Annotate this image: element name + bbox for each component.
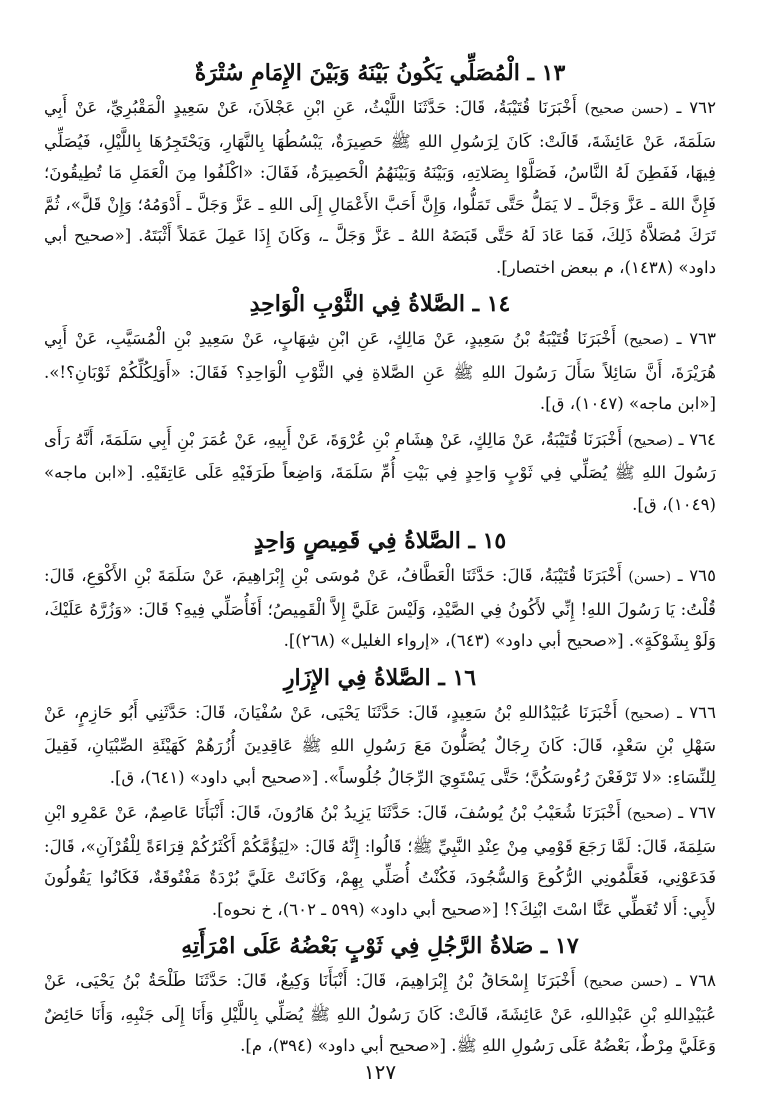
hadith-text: أَخْبَرَنَا عُبَيْدُاللهِ بْنُ سَعِيدٍ، قَالَ: حَدَّثَنَا يَحْيَى، عَنْ سُفْيَانَ، قَالَ: حَدَّثَنِي أَبُو حَازِمٍ، عَنْ سَهْلِ بْنِ سَعْدٍ، قَالَ: كَانَ رِجَالٌ يُصَلُّونَ مَعَ رَسُولِ اللهِ ﷺ عَاقِدِينَ أُزُرَهُمْ كَهَيْئَةِ الصِّبْيَانِ، فَقِيلَ لِلنِّسَاءِ: «لا تَرْفَعْنَ رُءُوسَكُنَّ؛ حَتَّى يَسْتَوِيَ الرِّجَالُ جُلُوساً». [«صحيح أبي داود» (٦٤١)، ق]. bbox=[44, 702, 716, 787]
hadith-number: ٧٦٨ ـ bbox=[676, 971, 716, 990]
hadith-763 bbox=[44, 323, 716, 420]
hadith-number: ٧٦٥ ـ bbox=[677, 566, 717, 585]
hadith-grade: (صحيح) bbox=[626, 806, 673, 822]
section-14 bbox=[44, 287, 716, 520]
page-number: ١٢٧ bbox=[363, 1060, 397, 1084]
section-17 bbox=[44, 929, 716, 1062]
hadith-767 bbox=[44, 797, 716, 925]
hadith-grade: (حسن) bbox=[628, 569, 672, 585]
section-15 bbox=[44, 524, 716, 657]
hadith-text: أَخْبَرَنَا قُتَيْبَةُ، قَالَ: حَدَّثَنَا الْعَطَّافُ، عَنْ مُوسَى بْنِ إِبْرَاهِيمَ، عَنْ سَلَمَةَ بْنِ الأَكْوَعِ، قَالَ: قُلْتُ: يَا رَسُولَ اللهِ! إِنِّي لأَكُونُ فِي الصَّيْدِ، وَلَيْسَ عَلَيَّ إِلاَّ الْقَمِيصُ؛ أَفَأُصَلِّي فِيهِ؟ قَالَ: «وَزُرَّهُ عَلَيْكَ، وَلَوْ بِشَوْكَةٍ». [«صحيح أبي داود» (٦٤٣)، «إرواء الغليل» (٢٦٨)]. bbox=[44, 566, 716, 650]
section-16 bbox=[44, 661, 716, 926]
hadith-grade: (صحيح) bbox=[623, 332, 669, 348]
hadith-text: أَخْبَرَنَا شُعَيْبُ بْنُ يُوسُفَ، قَالَ: حَدَّثَنَا يَزِيدُ بْنُ هَارُونَ، قَالَ: أَنْبَأَنَا عَاصِمٌ، عَنْ عَمْرِو ابْنِ سَلِمَةَ، قَالَ: لَمَّا رَجَعَ قَوْمِي مِنْ عِنْدِ النَّبِيِّ ﷺ؛ قَالُوا: إِنَّهُ قَالَ: «لِيَؤُمَّكُمْ أَكْثَرُكُمْ قِرَاءَةً لِلْقُرْآنِ»، قَالَ: فَدَعَوْنِي، فَعَلَّمُونِي الرُّكُوعَ وَالسُّجُودَ، فَكُنْتُ أُصَلِّي بِهِمْ، وَكَانَتْ عَلَيَّ بُرْدَةٌ مَفْتُوقَةٌ، فَكَانُوا يَقُولُونَ لأَبِي: أَلا تُغَطِّي عَنَّا اسْتَ ابْنِكَ؟! [«صحيح أبي داود» (٥٩٩ ـ ٦٠٢)، خ نحوه]. bbox=[44, 803, 716, 919]
section-heading: ١٥ ـ الصَّلاةُ فِي قَمِيصٍ وَاحِدٍ bbox=[253, 528, 507, 554]
hadith-text: أَخْبَرَنَا إِسْحَاقُ بْنُ إِبْرَاهِيمَ، قَالَ: أَنْبَأَنَا وَكِيعٌ، قَالَ: حَدَّثَنَا طَلْحَةُ بْنُ يَحْيَى، عَنْ عُبَيْدِاللهِ بْنِ عَبْدِاللهِ، عَنْ عَائِشَةَ، قَالَتْ: كَانَ رَسُولُ اللهِ ﷺ يُصَلِّي بِاللَّيْلِ وَأَنَا إِلَى جَنْبِهِ، وَأَنَا حَائِضٌ وَعَلَيَّ مِرْطٌ، بَعْضُهُ عَلَى رَسُولِ اللهِ ﷺ. [«صحيح أبي داود» (٣٩٤)، م]. bbox=[44, 971, 716, 1055]
section-heading: ١٦ ـ الصَّلاةُ فِي الإِزَارِ bbox=[283, 664, 477, 691]
section-13 bbox=[44, 56, 716, 283]
hadith-number: ٧٦٢ ـ bbox=[676, 98, 716, 117]
hadith-text: أَخْبَرَنَا قُتَيْبَةُ بْنُ سَعِيدٍ، عَنْ مَالِكٍ، عَنِ ابْنِ شِهَابٍ، عَنْ سَعِيدِ بْنِ الْمُسَيَّبِ، عَنْ أَبِي هُرَيْرَةَ، أَنَّ سَائِلاً سَأَلَ رَسُولَ اللهِ ﷺ عَنِ الصَّلاةِ فِي الثَّوْبِ الْوَاحِدِ؟ فَقَالَ: «أَوَلِكُلِّكُمْ ثَوْبَانِ؟!». [«ابن ماجه» (١٠٤٧)، ق]. bbox=[44, 329, 716, 413]
section-heading: ١٤ ـ الصَّلاةُ فِي الثَّوْبِ الْوَاحِدِ bbox=[249, 291, 511, 317]
section-heading: ١٧ ـ صَلاةُ الرَّجُلِ فِي ثَوْبٍ بَعْضُهُ عَلَى امْرَأَتِهِ bbox=[181, 933, 579, 959]
hadith-766 bbox=[44, 697, 716, 794]
hadith-762 bbox=[44, 92, 716, 283]
hadith-768 bbox=[44, 965, 716, 1062]
section-heading: ١٣ ـ الْمُصَلِّي يَكُونُ بَيْنَهُ وَبَيْنَ الإِمَامِ سُتْرَةٌ bbox=[194, 60, 566, 86]
hadith-text: أَخْبَرَنَا قُتَيْبَةُ، قَالَ: حَدَّثَنَا اللَّيْثُ، عَنِ ابْنِ عَجْلاَنَ، عَنْ سَعِيدٍ الْمَقْبُرِيِّ، عَنْ أَبِي سَلَمَةَ، عَنْ عَائِشَةَ، قَالَتْ: كَانَ لِرَسُولِ اللهِ ﷺ حَصِيرَةٌ، يَبْسُطُهَا بِالنَّهَارِ، وَيَحْتَجِرُهَا بِاللَّيْلِ، فَيُصَلِّي فِيهَا، فَفَطِنَ لَهُ النَّاسُ، فَصَلَّوْا بِصَلاتِهِ، وَبَيْنَهُ وَبَيْنَهُمُ الْحَصِيرَةُ، فَقَالَ: «اكْلَفُوا مِنَ الْعَمَلِ مَا تُطِيقُونَ؛ فَإِنَّ اللهَ ـ عَزَّ وَجَلَّ ـ لا يَمَلُّ حَتَّى تَمَلُّوا، وَإِنَّ أَحَبَّ الأَعْمَالِ إِلَى اللهِ ـ عَزَّ وَجَلَّ ـ أَدْوَمُهُ؛ وَإِنْ قَلَّ»، ثُمَّ تَرَكَ مُصَلاَّهُ ذَلِكَ، فَمَا عَادَ لَهُ حَتَّى قَبَضَهُ اللهُ ـ عَزَّ وَجَلَّ ـ، وَكَانَ إِذَا عَمِلَ عَمَلاً أَثْبَتَهُ. [«صحيح أبي داود» (١٤٣٨)، م ببعض اختصار]. bbox=[44, 98, 716, 277]
hadith-765 bbox=[44, 560, 716, 657]
hadith-grade: (صحيح) bbox=[624, 705, 670, 722]
hadith-grade: (صحيح) bbox=[627, 432, 673, 449]
hadith-number: ٧٦٧ ـ bbox=[678, 803, 716, 822]
hadith-number: ٧٦٦ ـ bbox=[677, 702, 717, 722]
hadith-grade: (حسن صحيح) bbox=[583, 974, 668, 990]
hadith-text: أَخْبَرَنَا قُتَيْبَةُ، عَنْ مَالِكٍ، عَنْ هِشَامِ بْنِ عُرْوَةَ، عَنْ أَبِيهِ، عَنْ عُمَرَ بْنِ أَبِي سَلَمَةَ، أَنَّهُ رَأَى رَسُولَ اللهِ ﷺ يُصَلِّي فِي ثَوْبٍ وَاحِدٍ فِي بَيْتِ أُمِّ سَلَمَةَ، وَاضِعاً طَرَفَيْهِ عَلَى عَاتِقَيْهِ. [«ابن ماجه» (١٠٤٩)، ق]. bbox=[44, 429, 716, 514]
hadith-764 bbox=[44, 424, 716, 521]
hadith-number: ٧٦٤ ـ bbox=[678, 429, 716, 449]
hadith-number: ٧٦٣ ـ bbox=[676, 329, 716, 348]
hadith-grade: (حسن صحيح) bbox=[584, 101, 669, 117]
